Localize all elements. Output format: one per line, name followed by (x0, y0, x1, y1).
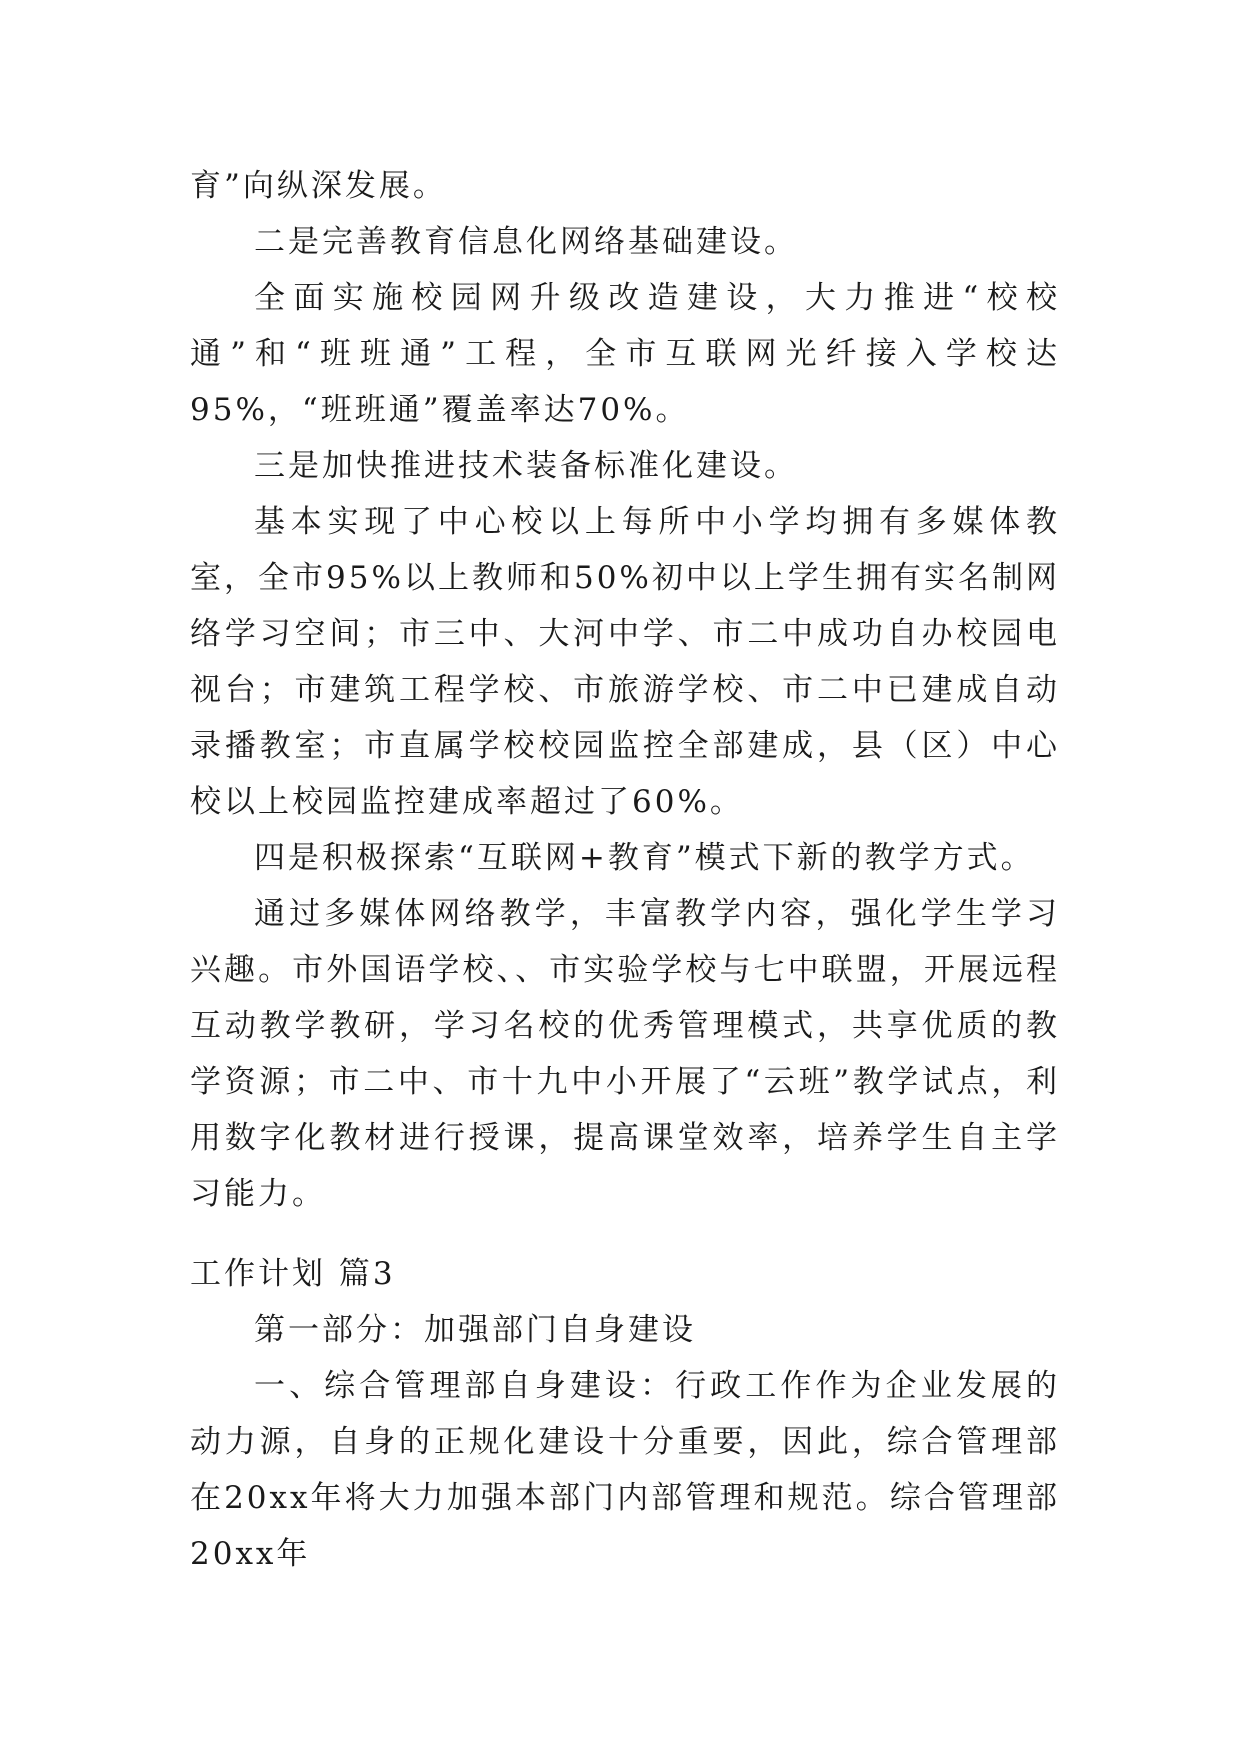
paragraph: 基本实现了中心校以上每所中小学均拥有多媒体教室，全市95%以上教师和50%初中以上学生拥有实名制网络学习空间；市三中、大河中学、市二中成功自办校园电视台；市建筑工程学校、市旅游学校、市二中已建成自动录播教室；市直属学校校园监控全部建成，县（区）中心校以上校园监控建成率超过了60%。 (190, 504, 1060, 820)
paragraph: 全面实施校园网升级改造建设，大力推进“校校通”和“班班通”工程，全市互联网光纤接入学校达95%，“班班通”覆盖率达70%。 (190, 280, 1060, 428)
paragraph: 第一部分：加强部门自身建设 (254, 1312, 696, 1348)
paragraph: 二是完善教育信息化网络基础建设。 (254, 224, 798, 260)
paragraph: 三是加快推进技术装备标准化建设。 (254, 448, 798, 484)
document-body (190, 158, 1060, 1582)
paragraph: 一、综合管理部自身建设：行政工作作为企业发展的动力源，自身的正规化建设十分重要，因此，综合管理部在20xx年将大力加强本部门内部管理和规范。综合管理部20xx年 (190, 1368, 1060, 1572)
section-heading: 工作计划 篇3 (190, 1256, 396, 1292)
paragraph: 通过多媒体网络教学，丰富教学内容，强化学生学习兴趣。市外国语学校、、市实验学校与七中联盟，开展远程互动教学教研，学习名校的优秀管理模式，共享优质的教学资源；市二中、市十九中小开展了“云班”教学试点，利用数字化教材进行授课，提高课堂效率，培养学生自主学习能力。 (190, 896, 1060, 1212)
paragraph: 四是积极探索“互联网+教育”模式下新的教学方式。 (254, 840, 1035, 876)
paragraph: 育”向纵深发展。 (190, 168, 447, 204)
